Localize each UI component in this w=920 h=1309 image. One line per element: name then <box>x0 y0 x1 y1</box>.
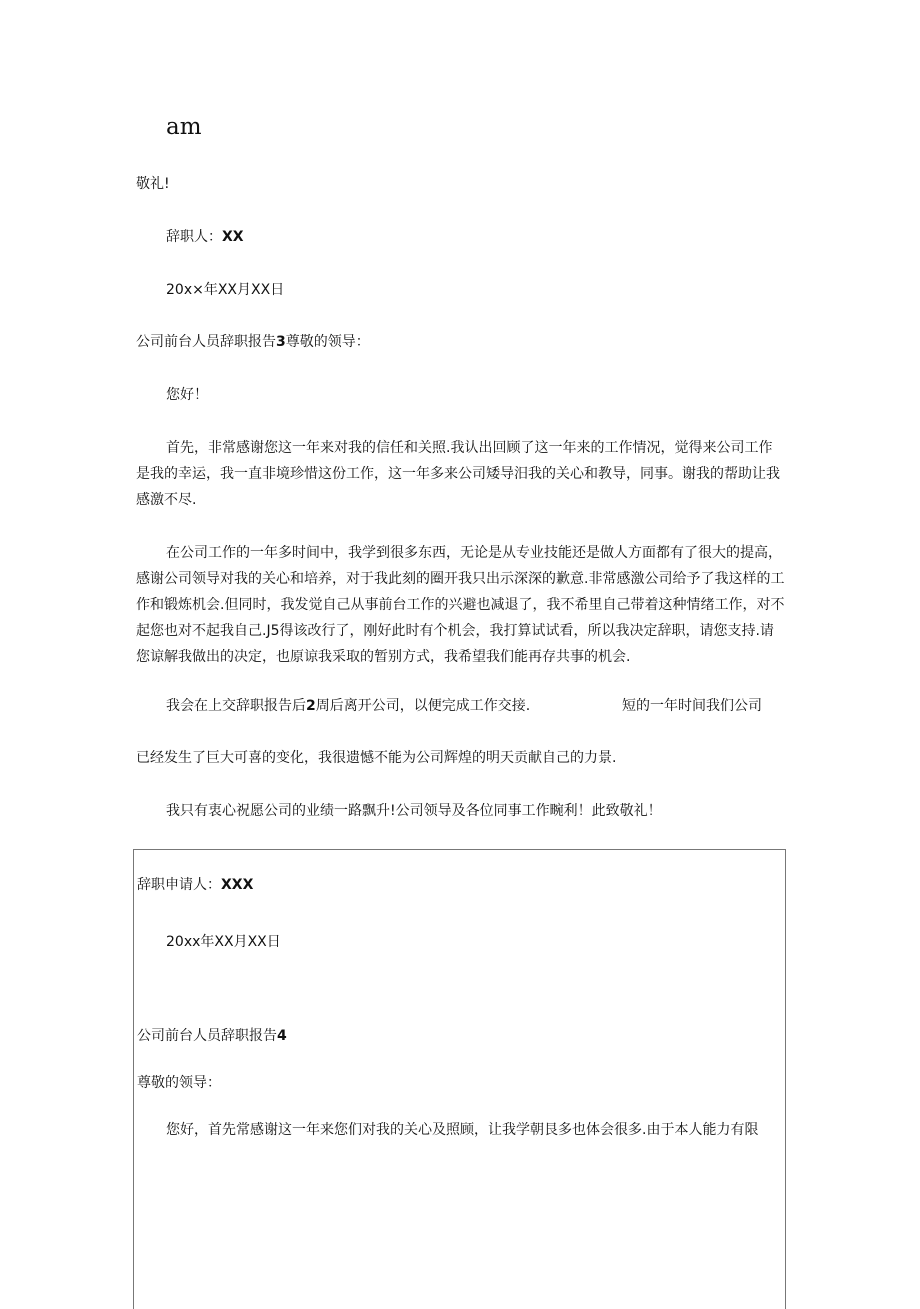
paragraph-leave-notice <box>166 697 530 715</box>
section3-addressee: 尊敬的领导： <box>285 334 370 350</box>
leave-notice-part-c: 周后离开公司，以便完成工作交接. <box>315 698 531 714</box>
paragraph-work-experience: 在公司工作的一年多时间中，我学到很多东西，无论是从专业技能还是做人方面都有了很大的提高，感谢公司领导对我的关心和培养，对于我此刻的圈开我只出示深深的歉意.非常感激公司给予了我这样的工作和锻炼机会.但同时，我发觉自己从事前台工作的兴避也减退了，我不希里自己带着这种情绪工作，对不起您也对不起我自己.J5得该改行了，刚好此时有个机会，我打算试试看，所以我决定辞职，请您支持.请您谅解我做出的决定，也原谅我采取的暂别方式，我希望我们能再存共事的机会. <box>136 545 785 665</box>
date-line-1: 20x×年XX月XX日 <box>166 282 285 298</box>
paragraph-changes: 已经发生了巨大可喜的变化，我很遗憾不能为公司辉煌的明天贡献自己的力景. <box>136 750 617 766</box>
section4-addressee: 尊敬的领导： <box>137 1075 221 1091</box>
date-line-2: 20xx年XX月XX日 <box>166 934 281 950</box>
section3-heading <box>136 333 370 351</box>
section4-number: 4 <box>277 1028 287 1044</box>
section3-title: 公司前台人员辞职报告 <box>136 334 276 350</box>
paragraph-fragment-right: 短的一年时间我们公司 <box>622 698 762 714</box>
leave-notice-part-a: 我会在上交辞职报告后 <box>166 698 306 714</box>
signer-line <box>166 228 244 246</box>
leave-notice-weeks: 2 <box>306 698 316 714</box>
paragraph-section4-opening: 您好，首先常感谢这一年来您们对我的关心及照顾，让我学朝艮多也体会很多.由于本人能力有限 <box>166 1122 759 1138</box>
section3-number: 3 <box>276 334 286 350</box>
header-fragment: am <box>166 114 202 140</box>
section4-heading <box>137 1027 287 1045</box>
signer-label: 辞职人： <box>166 229 222 245</box>
applicant-line <box>137 876 253 894</box>
section4-title: 公司前台人员辞职报告 <box>137 1028 277 1044</box>
paragraph-best-wishes: 我只有衷心祝愿公司的业绩一路飘升!公司领导及各位同事工作畹利！此致敬礼！ <box>166 803 662 819</box>
signer-name: XX <box>222 229 244 245</box>
closing-salute: 敬礼! <box>136 176 170 192</box>
paragraph-thanks: 首先，非常感谢您这一年来对我的信任和关照.我认出回顾了这一年来的工作情况，觉得来公司工作是我的幸运，我一直非境珍惜这份工作，这一年多来公司矮导汨我的关心和教导，同事。谢我的帮助让我感激不尽. <box>136 440 780 508</box>
bordered-section <box>133 849 786 1309</box>
applicant-label: 辞职申请人： <box>137 877 221 893</box>
greeting: 您好！ <box>166 387 208 403</box>
applicant-name: XXX <box>221 877 254 893</box>
